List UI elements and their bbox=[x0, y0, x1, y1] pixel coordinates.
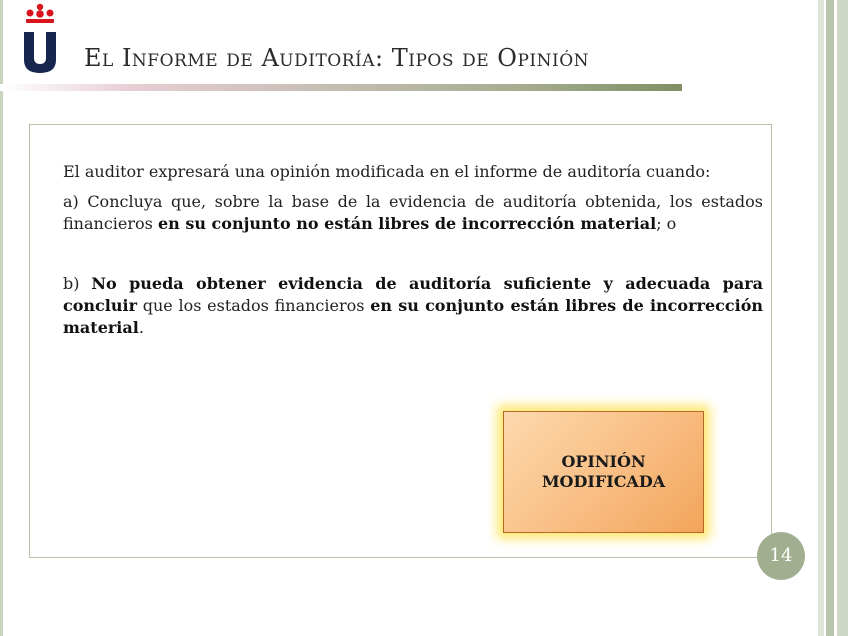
item-a-bold-1: en su conjunto no están libres de incorrección material bbox=[157, 214, 657, 233]
item-b-paragraph bbox=[63, 273, 763, 339]
item-b-bold-2: en su conjunto están libres de incorrección material bbox=[63, 296, 763, 337]
item-b-bold-1: No pueda obtener evidencia de auditoría suficiente y adecuada para concluir bbox=[63, 274, 763, 315]
item-b-text-1: b) bbox=[63, 274, 92, 293]
opinion-callout-box bbox=[503, 411, 704, 533]
right-decorative-stripes bbox=[818, 0, 848, 636]
left-decorative-strip bbox=[0, 0, 3, 636]
item-b-text-2: que los estados financieros bbox=[137, 296, 371, 315]
intro-paragraph: El auditor expresará una opinión modificada en el informe de auditoría cuando: bbox=[63, 162, 711, 181]
slide-title: El Informe de Auditoría: Tipos de Opinión bbox=[84, 44, 589, 72]
item-a-text-1: a) Concluya que, sobre la base de la evidencia de auditoría obtenida, los estados financieros bbox=[63, 192, 763, 233]
opinion-callout-label: OPINIÓN MODIFICADA bbox=[541, 452, 666, 491]
item-a-text-2: ; o bbox=[656, 214, 677, 233]
university-logo-icon bbox=[20, 2, 60, 76]
body-text bbox=[63, 161, 763, 339]
item-a-paragraph bbox=[63, 191, 763, 235]
page-number-badge: 14 bbox=[757, 532, 805, 580]
item-b-text-3: . bbox=[138, 318, 144, 337]
title-underline bbox=[0, 84, 682, 91]
